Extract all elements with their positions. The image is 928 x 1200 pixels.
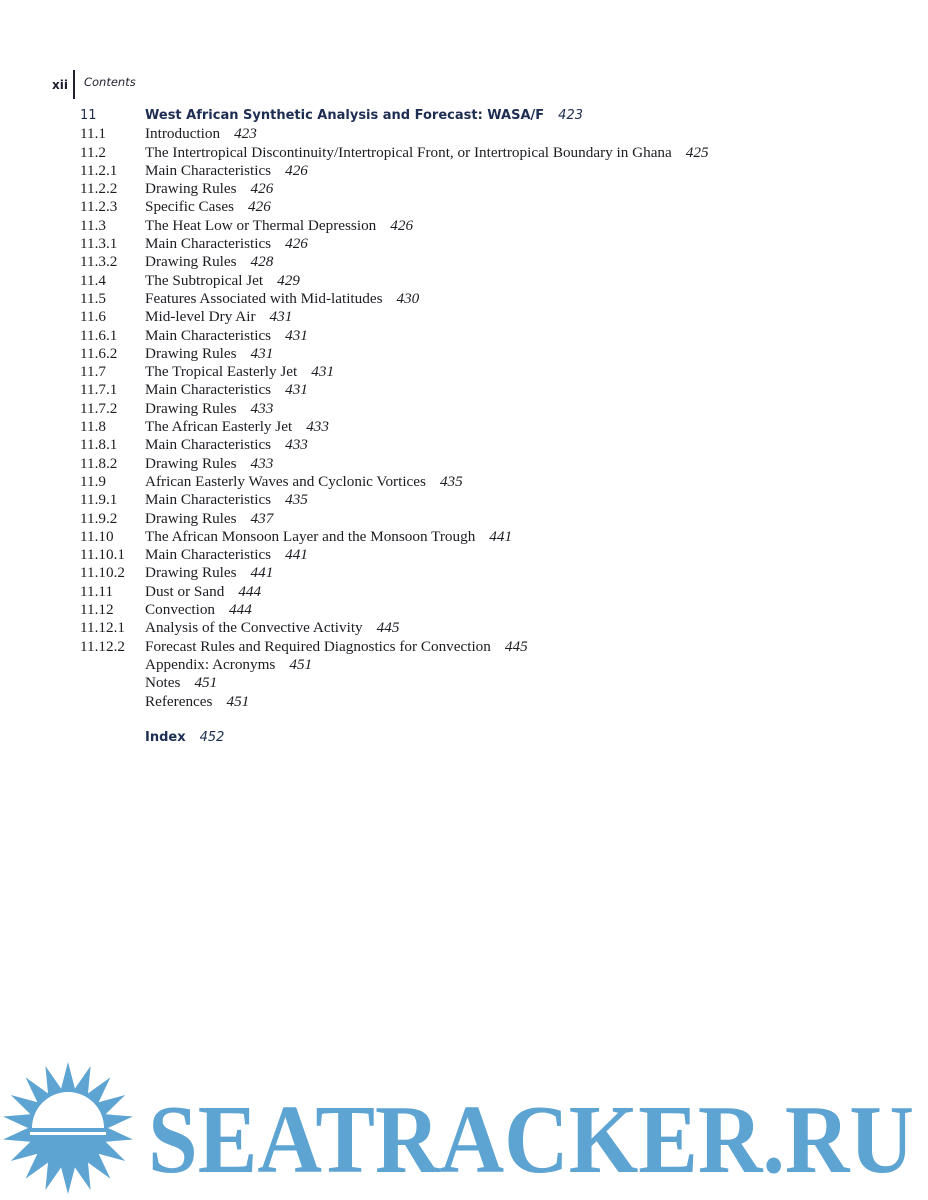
toc-entry[interactable] xyxy=(80,491,880,509)
toc-entry-page: 433 xyxy=(250,399,274,417)
toc-entry-page: 431 xyxy=(285,326,308,344)
toc-entry-number: 11.9.1 xyxy=(80,491,118,509)
toc-entry-title-text: Notes xyxy=(145,674,181,692)
toc-entry-title-text: Mid-level Dry Air xyxy=(145,308,256,326)
toc-entry-title xyxy=(145,418,329,436)
toc-entry[interactable] xyxy=(80,436,880,454)
toc-entry-title xyxy=(145,217,413,235)
toc-entry-page: 441 xyxy=(285,546,308,564)
toc-entry-number: 11.11 xyxy=(80,582,114,600)
toc-entry-title-text: Introduction xyxy=(145,125,221,143)
toc-entry-number: 11.10.1 xyxy=(80,546,125,564)
toc-entry-title-text: The Intertropical Discontinuity/Intertropical Front, or Intertropical Boundary in Ghana xyxy=(145,143,672,161)
toc-entry-title xyxy=(145,436,308,454)
toc-entry[interactable] xyxy=(80,638,880,656)
toc-entry[interactable] xyxy=(80,198,880,216)
toc-entry-page: 445 xyxy=(376,619,400,637)
toc-entry-number: 11.9 xyxy=(80,472,107,490)
toc-entry-page: 433 xyxy=(285,436,308,454)
toc-entry-title-text: Drawing Rules xyxy=(145,564,237,582)
toc-entry[interactable] xyxy=(80,125,880,143)
toc-entry-title-text: The Heat Low or Thermal Depression xyxy=(145,216,377,234)
toc-entry[interactable] xyxy=(80,327,880,345)
toc-entry[interactable] xyxy=(80,253,880,271)
toc-entry-title-text: Appendix: Acronyms xyxy=(145,655,276,673)
toc-entry-page: 431 xyxy=(311,363,335,381)
toc-entry-title xyxy=(145,583,261,601)
toc-entry-page: 451 xyxy=(194,674,218,692)
toc-entry-title xyxy=(145,125,257,143)
toc-entry-title-text: Main Characteristics xyxy=(145,161,272,179)
toc-entries xyxy=(80,125,880,711)
toc-entry-title xyxy=(145,345,273,363)
toc-entry[interactable] xyxy=(80,144,880,162)
toc-entry-number: 11.7.1 xyxy=(80,381,118,399)
toc-entry-title-text: Main Characteristics xyxy=(145,546,272,564)
toc-entry-title-text: Convection xyxy=(145,601,216,619)
toc-entry-page: 431 xyxy=(250,344,274,362)
toc-entry[interactable] xyxy=(80,693,880,711)
toc-entry[interactable] xyxy=(80,235,880,253)
toc-chapter-title-text: West African Synthetic Analysis and Forecast: WASA/F xyxy=(145,108,545,123)
toc-entry-number: 11.12.2 xyxy=(80,637,125,655)
toc-entry-title xyxy=(145,455,273,473)
toc-entry-title-text: Main Characteristics xyxy=(145,381,272,399)
watermark-text: SEATRACKER.RU xyxy=(148,1086,914,1194)
toc-entry-title-text: Drawing Rules xyxy=(145,454,237,472)
toc-entry-title xyxy=(145,144,709,162)
toc-entry[interactable] xyxy=(80,363,880,381)
toc-entry-title xyxy=(145,272,300,290)
toc-entry-page: 426 xyxy=(285,235,308,253)
sun-logo-icon xyxy=(3,1062,133,1194)
toc-entry-title xyxy=(145,674,217,692)
toc-entry-title xyxy=(145,619,399,637)
toc-entry-page: 441 xyxy=(250,564,274,582)
toc-entry[interactable] xyxy=(80,583,880,601)
toc-entry-page: 435 xyxy=(285,491,308,509)
toc-entry-number: 11.6.1 xyxy=(80,326,118,344)
toc-entry-title-text: Analysis of the Convective Activity xyxy=(145,619,363,637)
toc-entry-title-text: References xyxy=(145,692,213,710)
toc-entry-page: 444 xyxy=(238,582,262,600)
toc-entry-title xyxy=(145,510,273,528)
toc-entry-number: 11.6.2 xyxy=(80,344,118,362)
toc-entry-number: 11.7.2 xyxy=(80,399,118,417)
toc-entry[interactable] xyxy=(80,418,880,436)
toc-entry[interactable] xyxy=(80,619,880,637)
toc-entry-number: 11.8.2 xyxy=(80,454,118,472)
sun-horizon-line xyxy=(30,1132,106,1135)
toc-index-entry[interactable] xyxy=(80,729,880,747)
toc-entry-title xyxy=(145,253,273,271)
toc-entry-number: 11.12.1 xyxy=(80,619,125,637)
toc-entry-title xyxy=(145,363,334,381)
toc-entry-title xyxy=(145,473,463,491)
toc-entry-page: 433 xyxy=(250,454,274,472)
toc-entry-page: 435 xyxy=(439,472,463,490)
toc-entry[interactable] xyxy=(80,528,880,546)
toc-entry-title-text: Specific Cases xyxy=(145,198,234,216)
toc-entry-page: 426 xyxy=(248,198,271,216)
toc-entry-number: 11.2 xyxy=(80,143,107,161)
toc-entry-page: 423 xyxy=(234,125,257,143)
toc-entry-page: 426 xyxy=(390,216,414,234)
toc-entry-number: 11.10 xyxy=(80,527,114,545)
toc-entry[interactable] xyxy=(80,473,880,491)
toc-entry[interactable] xyxy=(80,308,880,326)
toc-entry-title-text: Main Characteristics xyxy=(145,491,272,509)
toc-entry-number: 11.6 xyxy=(80,308,107,326)
toc-entry-number: 11.2.2 xyxy=(80,180,118,198)
toc-entry-number: 11.7 xyxy=(80,363,107,381)
toc-entry-number: 11.3.1 xyxy=(80,235,118,253)
toc-entry-title-text: African Easterly Waves and Cyclonic Vortices xyxy=(145,472,426,490)
toc-entry-title-text: Features Associated with Mid-latitudes xyxy=(145,289,383,307)
toc-entry-title-text: The African Monsoon Layer and the Monsoon Trough xyxy=(145,527,476,545)
toc-entry[interactable] xyxy=(80,400,880,418)
toc-entry[interactable] xyxy=(80,656,880,674)
toc-entry[interactable] xyxy=(80,381,880,399)
toc-entry-title-text: Main Characteristics xyxy=(145,436,272,454)
toc-index-title-text: Index xyxy=(145,730,186,746)
toc-chapter-number: 11 xyxy=(80,108,97,123)
toc-entry-title-text: Main Characteristics xyxy=(145,326,272,344)
toc-entry-page: 445 xyxy=(504,637,528,655)
toc-entry-page: 431 xyxy=(269,308,293,326)
toc-entry[interactable] xyxy=(80,162,880,180)
toc-entry-title-text: Drawing Rules xyxy=(145,399,237,417)
toc-entry-title-text: Main Characteristics xyxy=(145,235,272,253)
toc-entry-title xyxy=(145,528,512,546)
toc-entry-title xyxy=(145,162,308,180)
toc-index-title xyxy=(145,729,224,747)
toc-entry-title-text: Forecast Rules and Required Diagnostics for Convection xyxy=(145,637,491,655)
toc-entry-number: 11.5 xyxy=(80,289,107,307)
running-head xyxy=(52,70,136,99)
running-head-title: Contents xyxy=(83,74,136,89)
toc-entry-title-text: The African Easterly Jet xyxy=(145,418,293,436)
toc-entry[interactable] xyxy=(80,217,880,235)
toc-entry-number: 11.12 xyxy=(80,601,114,619)
toc-entry-number: 11.8.1 xyxy=(80,436,118,454)
toc-entry-title xyxy=(145,290,419,308)
toc-chapter-title xyxy=(145,107,583,125)
toc-entry-title xyxy=(145,400,273,418)
toc-entry-number: 11.2.3 xyxy=(80,198,118,216)
toc-chapter-heading[interactable] xyxy=(80,107,880,125)
toc-entry-number: 11.1 xyxy=(80,125,107,143)
toc-entry-number: 11.9.2 xyxy=(80,509,118,527)
toc-entry-title xyxy=(145,656,312,674)
toc-entry-title xyxy=(145,198,271,216)
toc-entry-title-text: Drawing Rules xyxy=(145,253,237,271)
toc-entry-number: 11.10.2 xyxy=(80,564,125,582)
toc-entry-page: 451 xyxy=(289,655,313,673)
toc-entry-title-text: Drawing Rules xyxy=(145,344,237,362)
toc-entry-title xyxy=(145,327,308,345)
toc-entry-title xyxy=(145,601,252,619)
toc-entry[interactable] xyxy=(80,510,880,528)
toc-entry-page: 430 xyxy=(396,289,420,307)
toc-entry-title xyxy=(145,308,292,326)
toc-entry-page: 444 xyxy=(229,601,252,619)
toc-entry-title xyxy=(145,381,308,399)
toc-entry-title xyxy=(145,491,308,509)
toc-chapter-page: 423 xyxy=(558,108,583,123)
toc-entry-title xyxy=(145,235,308,253)
toc-entry-title xyxy=(145,180,273,198)
toc-entry-title xyxy=(145,693,249,711)
toc-entry[interactable] xyxy=(80,674,880,692)
toc-entry[interactable] xyxy=(80,564,880,582)
toc-entry-number: 11.3.2 xyxy=(80,253,118,271)
toc-entry[interactable] xyxy=(80,601,880,619)
toc-entry-title-text: Drawing Rules xyxy=(145,180,237,198)
toc-entry[interactable] xyxy=(80,546,880,564)
toc-index-page: 452 xyxy=(199,730,225,746)
toc-entry[interactable] xyxy=(80,180,880,198)
toc-entry-page: 451 xyxy=(226,692,250,710)
toc-entry-number: 11.2.1 xyxy=(80,161,118,179)
toc-entry-page: 431 xyxy=(285,381,308,399)
toc-entry-page: 426 xyxy=(285,161,308,179)
toc-entry-page: 428 xyxy=(250,253,274,271)
toc-entry-page: 437 xyxy=(250,509,274,527)
toc-entry-title-text: Dust or Sand xyxy=(145,582,225,600)
toc-entry-title xyxy=(145,564,273,582)
toc-entry-number: 11.4 xyxy=(80,271,107,289)
toc-entry-page: 429 xyxy=(277,271,300,289)
toc-entry-page: 433 xyxy=(306,418,329,436)
toc-entry-title-text: The Subtropical Jet xyxy=(145,271,264,289)
toc-entry-page: 426 xyxy=(250,180,274,198)
toc-entry[interactable] xyxy=(80,345,880,363)
toc-entry-number: 11.8 xyxy=(80,418,107,436)
toc-entry-number: 11.3 xyxy=(80,216,107,234)
seatracker-watermark xyxy=(0,1060,928,1200)
toc-entry[interactable] xyxy=(80,272,880,290)
toc-entry-page: 441 xyxy=(489,527,513,545)
toc-entry-page: 425 xyxy=(685,143,709,161)
table-of-contents xyxy=(80,107,880,747)
toc-entry-title-text: Drawing Rules xyxy=(145,509,237,527)
toc-entry-title xyxy=(145,546,308,564)
toc-entry[interactable] xyxy=(80,455,880,473)
toc-entry-title xyxy=(145,638,528,656)
page-number: xii xyxy=(52,77,68,92)
toc-entry-title-text: The Tropical Easterly Jet xyxy=(145,363,298,381)
toc-entry[interactable] xyxy=(80,290,880,308)
